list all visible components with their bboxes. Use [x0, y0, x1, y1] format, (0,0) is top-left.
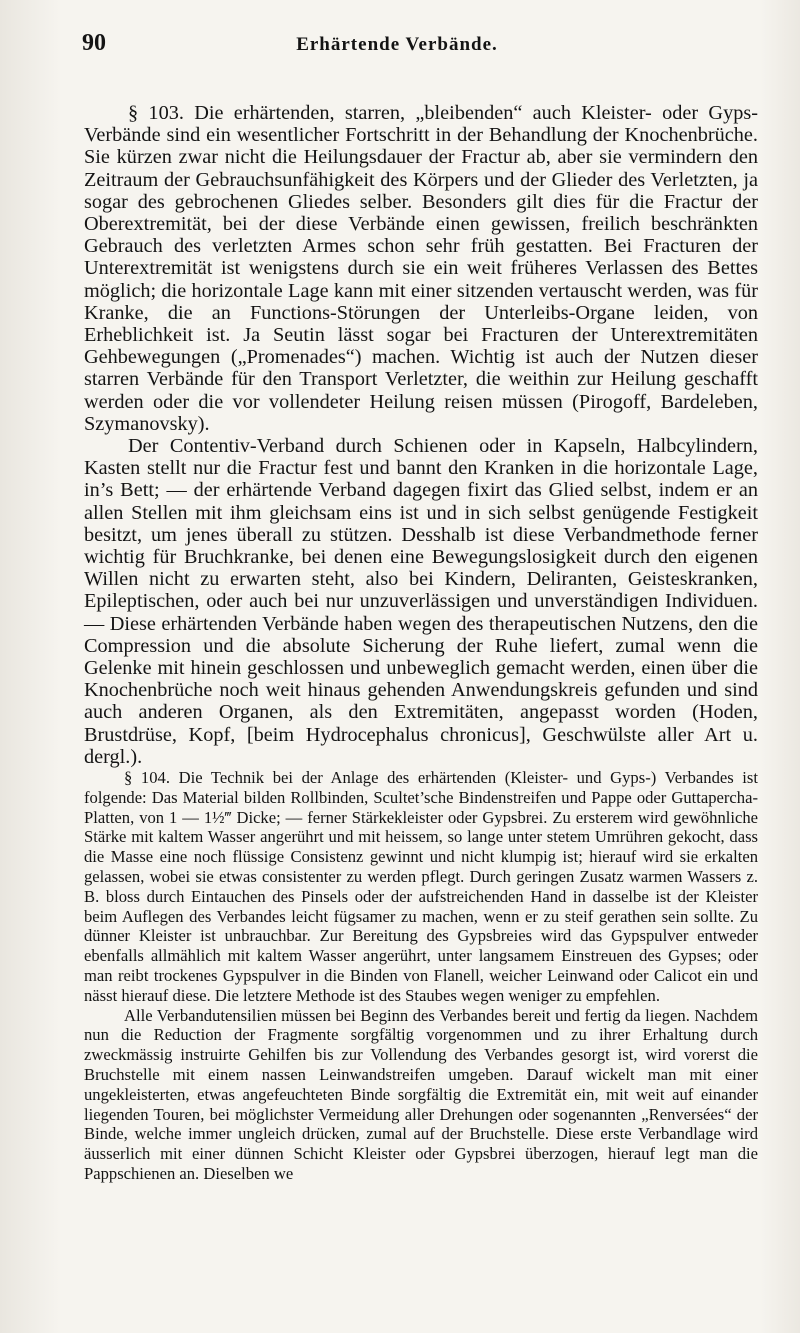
paragraph-104: § 104. Die Technik bei der Anlage des erhärtenden (Kleister- und Gyps-) Verbandes ist folgende: Das Material bilden Rollbinden, Scultet’sche Bindenstreifen und Pappe oder Guttapercha-Platten, von 1 — 1½‴ Dicke; — ferner Stärkekleister oder Gypsbrei. Zu ersterem wird gewöhnliche Stärke mit kaltem Wasser angerührt und mit heissem, so lange unter stetem Umrühren gekocht, dass die Masse eine noch flüssige Consistenz gewinnt und nicht klumpig ist; hierauf wird sie erkalten gelassen, wobei sie etwas consistenter zu werden pflegt. Durch geringen Zusatz warmen Wassers z. B. bloss durch Eintauchen des Pinsels oder der aufstreichenden Hand in dasselbe ist der Kleister beim Auflegen des Verbandes leicht fügsamer zu machen, wenn er zu steif gerathen sein sollte. Zu dünner Kleister ist unbrauchbar. Zur Bereitung des Gypsbreies wird das Gypspulver entweder ebenfalls allmählich mit kaltem Wasser angerührt, unter langsamem Einstreuen des Gypses; oder man reibt trockenes Gypspulver in die Binden von Flanell, weicher Leinwand oder Calicot ein und nässt hierauf diese. Die letztere Methode ist des Staubes wegen weniger zu empfehlen. — [84, 768, 758, 1005]
main-text-block — [84, 102, 758, 768]
running-head: Erhärtende Verbände. — [296, 34, 498, 55]
page-number: 90 — [82, 30, 106, 56]
paragraph-contentiv-verband: Der Contentiv-Verband durch Schienen oder in Kapseln, Halbcylindern, Kasten stellt nur die Fractur fest und bannt den Kranken in die horizontale Lage, in’s Bett; — der erhärtende Verband dagegen fixirt das Glied selbst, indem er an allen Stellen mit ihm gleichsam eins ist und in sich selbst genügende Festigkeit besitzt, um jenes überall zu stützen. Desshalb ist diese Verbandmethode ferner wichtig für Bruchkranke, bei denen eine Bewegungslosigkeit durch den eigenen Willen nicht zu erwarten steht, also bei Kindern, Deliranten, Geisteskranken, Epileptischen, oder auch bei nur unzuverlässigen und unverständigen Individuen. — Diese erhärtenden Verbände haben wegen des therapeutischen Nutzens, den die Compression und die absolute Sicherung der Ruhe liefert, zumal wenn die Gelenke mit hinein geschlossen und unbeweglich gemacht werden, einen über die Knochenbrüche noch weit hinaus gehenden Anwendungskreis gefunden und sind auch anderen Organen, als den Extremitäten, angepasst worden (Hoden, Brustdrüse, Kopf, [beim Hydrocephalus chronicus], Geschwülste aller Art u. dergl.). — [84, 435, 758, 768]
page-header — [84, 30, 758, 66]
paragraph-verbandutensilien: Alle Verbandutensilien müssen bei Beginn des Verbandes bereit und fertig da liegen. Nachdem nun die Reduction der Fragmente sorgfältig vorgenommen und zu ihrer Erhaltung durch zweckmässig instruirte Gehilfen bis zur Vollendung des Verbandes gesorgt ist, wird vorerst die Bruchstelle mit einem nassen Leinwandstreifen umgeben. Darauf wickelt man mit einer ungekleisterten, etwas angefeuchteten Binde sorgfältig die Extremität ein, mit weit auf einander liegenden Touren, bei möglichster Vermeidung aller Drehungen oder sogenannten „Renversées“ der Binde, welche immer ungleich drücken, zumal auf der Bruchstelle. Diese erste Verbandlage wird äusserlich mit einer dünnen Schicht Kleister oder Gypsbrei überzogen, hierauf legt man die Pappschienen an. Dieselben we — [84, 1005, 758, 1184]
paragraph-103: § 103. Die erhärtenden, starren, „bleibenden“ auch Kleister- oder Gyps-Verbände sind ein wesentlicher Fortschritt in der Behandlung der Knochenbrüche. Sie kürzen zwar nicht die Heilungsdauer der Fractur ab, aber sie vermindern den Zeitraum der Gebrauchsunfähigkeit des Körpers und der Glieder des Verletzten, ja sogar des gebrochenen Gliedes selber. Besonders gilt dies für die Fractur der Oberextremität, bei der diese Verbände einen gewissen, freilich beschränkten Gebrauch des verletzten Armes schon sehr früh gestatten. Bei Fracturen der Unterextremität ist wenigstens durch sie ein weit früheres Verlassen des Bettes möglich; die horizontale Lage kann mit einer sitzenden vertauscht werden, was für Kranke, die an Functions-Störungen der Unterleibs-Organe leiden, von Erheblichkeit ist. Ja Seutin lässt sogar bei Fracturen der Unterextremitäten Gehbewegungen („Promenades“) machen. Wichtig ist auch der Nutzen dieser starren Verbände für den Transport Verletzter, die weithin zur Heilung geschafft werden oder die vor vollendeter Heilung reisen müssen (Pirogoff, Bardeleben, Szymanovsky). — [84, 102, 758, 435]
small-print-block — [84, 768, 758, 1184]
page-bottom-margin — [84, 1184, 758, 1194]
